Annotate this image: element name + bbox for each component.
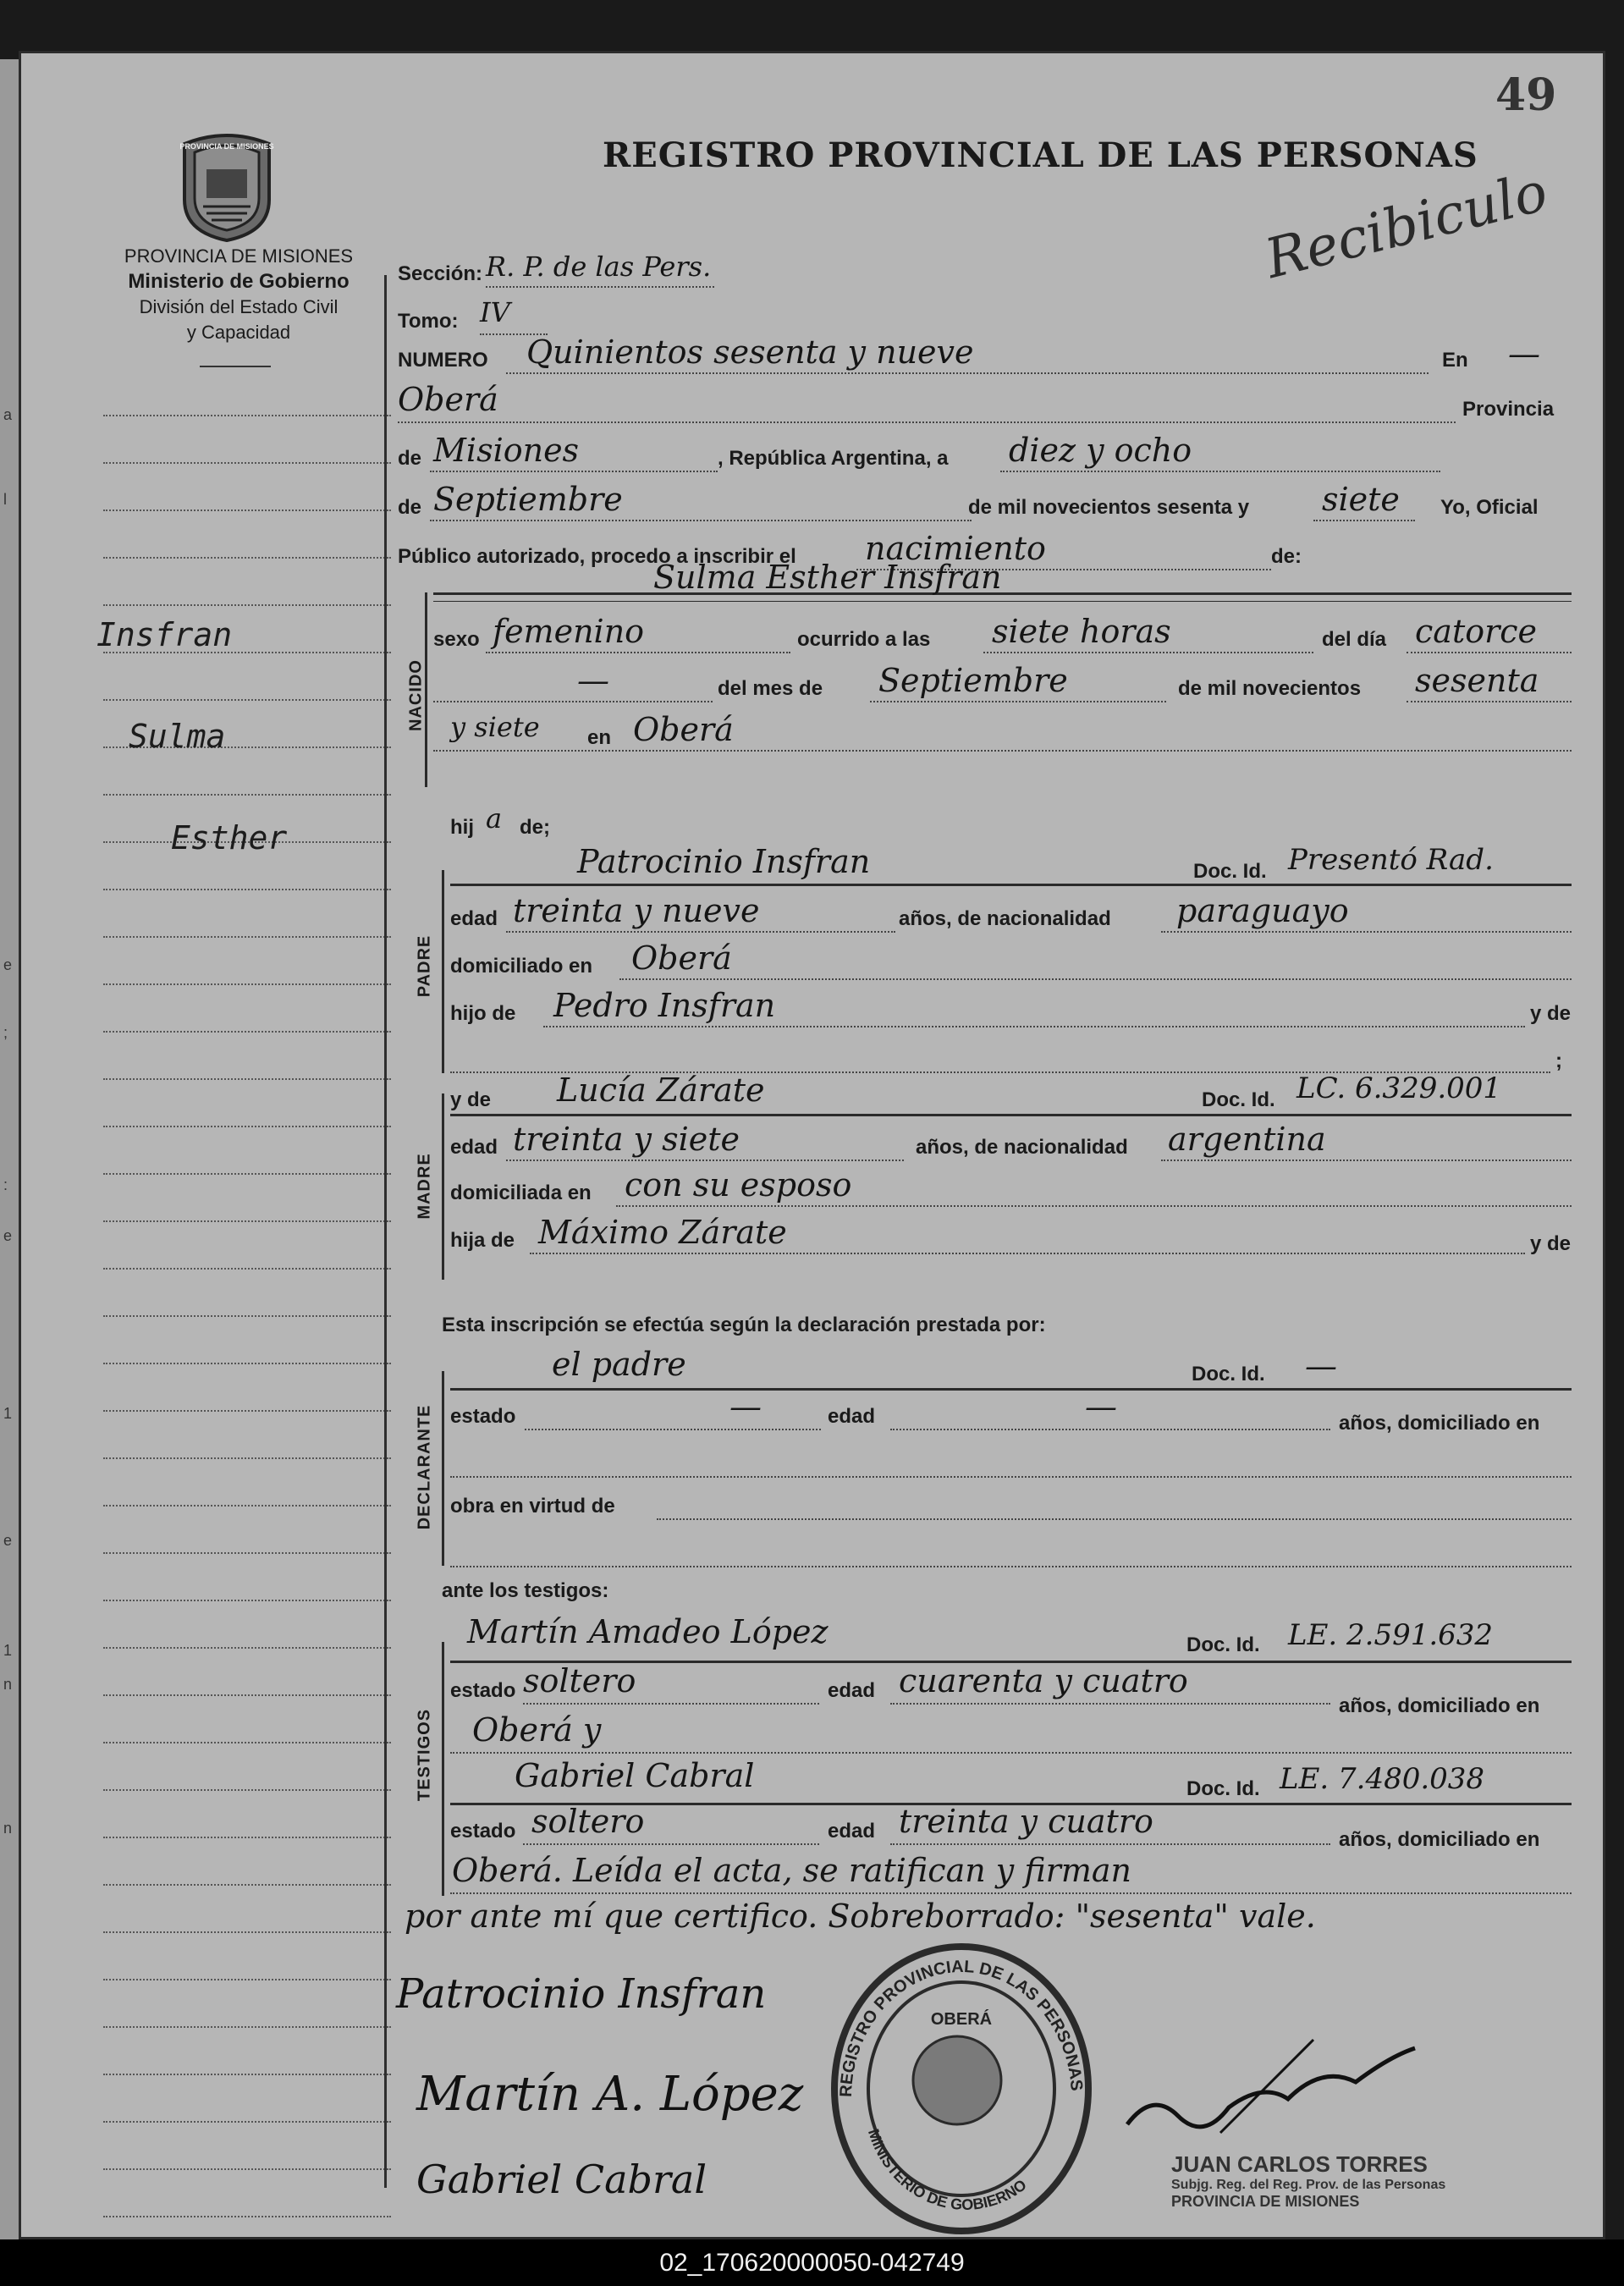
label-hijo-de: de; (520, 816, 550, 839)
value-anio: siete (1322, 481, 1400, 518)
label-padre-y-de: y de (1530, 1002, 1572, 1025)
margin-line (103, 1979, 391, 1980)
margin-line (103, 1742, 391, 1743)
margin-line (103, 794, 391, 796)
label-t1-estado: estado (450, 1679, 516, 1702)
margin-middle-name: Esther (171, 819, 288, 857)
margin-line (103, 983, 391, 985)
margin-line (103, 1315, 391, 1317)
label-del-dia: del día (1322, 628, 1387, 651)
registrar-signature-top: Recibiculo (1259, 160, 1554, 292)
value-madre-dom: con su esposo (625, 1166, 852, 1204)
label-ocurrido: ocurrido a las (797, 628, 931, 651)
label-de: de (398, 447, 422, 470)
label-semicolon: ; (1555, 1049, 1562, 1072)
margin-divider (384, 275, 387, 2188)
official-name: JUAN CARLOS TORRES (1171, 2151, 1428, 2177)
stamp-round-center: OBERÁ (930, 2010, 993, 2029)
signature-testigo-2: Gabriel Cabral (416, 2157, 707, 2202)
margin-line (103, 1789, 391, 1791)
value-anio-nac2: y siete (450, 711, 540, 743)
value-decl-doc: — (1305, 1347, 1337, 1385)
margin-line (103, 415, 391, 416)
label-padre-dom: domiciliado en (450, 955, 593, 978)
official-signature-icon (1119, 2031, 1423, 2141)
label-t2-doc: Doc. Id. (1186, 1777, 1260, 1800)
signature-testigo-1: Martín A. López (416, 2067, 804, 2122)
label-obra-virtud: obra en virtud de (450, 1495, 615, 1518)
label-en-lugar: en (587, 726, 612, 749)
label-t2-anos: años, domiciliado en (1339, 1828, 1540, 1851)
issuing-authority (86, 244, 391, 345)
label-sexo: sexo (433, 628, 480, 651)
value-ciudad: Oberá (398, 381, 498, 418)
margin-line (103, 1505, 391, 1507)
value-fecha-dia: diez y ocho (1009, 432, 1192, 469)
value-abuelo-m: Máximo Zárate (538, 1214, 787, 1251)
margin-line (103, 1931, 391, 1933)
value-t1-doc: LE. 2.591.632 (1288, 1618, 1494, 1652)
margin-line (103, 1363, 391, 1364)
label-padre-doc: Doc. Id. (1193, 860, 1267, 883)
margin-line (103, 2168, 391, 2170)
label-hijo: hij (450, 816, 474, 839)
previous-page-edge: a l e ; : e 1 e 1 n n (0, 59, 19, 2239)
label-madre-edad: edad (450, 1136, 498, 1159)
value-madre-edad: treinta y siete (513, 1121, 740, 1158)
label-de-mes: de (398, 496, 422, 519)
official-name-stamp (1171, 2151, 1445, 2211)
footer-bar (0, 2239, 1624, 2286)
margin-line (103, 1268, 391, 1270)
label-seccion: Sección: (398, 262, 483, 285)
value-declarante: el padre (552, 1346, 686, 1383)
label-madre-dom: domiciliada en (450, 1182, 592, 1204)
value-abuelo-p: Pedro Insfran (553, 987, 776, 1024)
official-sub: PROVINCIA DE MISIONES (1171, 2193, 1360, 2210)
label-numero: NUMERO (398, 349, 488, 372)
margin-line (103, 1647, 391, 1649)
section-madre: MADRE (415, 1153, 434, 1220)
margin-line (103, 699, 391, 701)
margin-surname: Insfran (96, 616, 233, 653)
value-tomo: IV (480, 296, 510, 328)
authority-line-4: y Capacidad (186, 322, 291, 343)
margin-line (103, 1884, 391, 1886)
margin-line (103, 1220, 391, 1222)
margin-line (103, 1457, 391, 1459)
value-padre-doc: Presentó Rad. (1288, 843, 1494, 877)
margin-line (103, 2026, 391, 2028)
provincial-crest-icon (178, 132, 276, 242)
margin-line (103, 1410, 391, 1412)
label-decl-anos: años, domiciliado en (1339, 1412, 1540, 1435)
value-t1-edad: cuarenta y cuatro (899, 1662, 1188, 1699)
value-t2-edad: treinta y cuatro (899, 1803, 1153, 1840)
value-t2-dom-line: Oberá. Leída el acta, se ratifican y firman (452, 1852, 1131, 1889)
margin-line (103, 2216, 391, 2217)
page-number: 49 (1495, 69, 1557, 121)
label-tomo: Tomo: (398, 310, 459, 333)
value-seccion: R. P. de las Pers. (486, 251, 712, 283)
label-t1-doc: Doc. Id. (1186, 1633, 1260, 1656)
value-dash: — (577, 662, 609, 699)
label-provincia: Provincia (1462, 398, 1555, 421)
section-nacido: NACIDO (406, 659, 426, 731)
value-padre-edad: treinta y nueve (513, 892, 760, 929)
value-numero: Quinientos sesenta y nueve (526, 333, 974, 371)
value-hijo-suffix: a (486, 802, 503, 835)
margin-line (103, 2074, 391, 2075)
margin-line (103, 1031, 391, 1033)
value-t1-nombre: Martín Amadeo López (467, 1613, 829, 1650)
label-republica: , República Argentina, a (718, 447, 949, 470)
margin-line (103, 1126, 391, 1127)
margin-line (103, 557, 391, 559)
margin-first-name: Sulma (129, 718, 226, 755)
authority-line-1: PROVINCIA DE MISIONES (124, 245, 354, 267)
official-round-stamp (818, 1936, 1105, 2239)
label-esta-inscripcion: Esta inscripción se efectúa según la declaración prestada por: (442, 1314, 1046, 1336)
label-mil-novecientos: de mil novecientos (1178, 677, 1362, 700)
label-en: En (1442, 349, 1468, 372)
label-t1-anos: años, domiciliado en (1339, 1694, 1540, 1717)
document-title: REGISTRO PROVINCIAL DE LAS PERSONAS (603, 135, 1478, 175)
value-t2-estado: soltero (531, 1803, 645, 1840)
value-padre-dom: Oberá (631, 939, 732, 977)
value-hora: siete horas (992, 613, 1171, 650)
label-padre-hijo-de: hijo de (450, 1002, 516, 1025)
label-t2-edad: edad (828, 1820, 876, 1843)
value-dia: catorce (1415, 613, 1538, 650)
label-madre-nac: años, de nacionalidad (916, 1136, 1128, 1159)
label-yo-oficial: Yo, Oficial (1440, 496, 1539, 519)
svg-text:PROVINCIA DE MISIONES: PROVINCIA DE MISIONES (179, 142, 274, 151)
stamp-round-text: REGISTRO PROVINCIAL DE LAS PERSONAS (836, 1957, 1086, 2098)
value-madre-nac: argentina (1168, 1121, 1326, 1158)
document-page (19, 51, 1605, 2239)
margin-line (103, 936, 391, 938)
label-ante-testigos: ante los testigos: (442, 1579, 609, 1602)
section-declarante: DECLARANTE (415, 1404, 434, 1530)
label-decl-edad: edad (828, 1405, 876, 1428)
label-publico: Público autorizado, procedo a inscribir el (398, 545, 796, 568)
svg-text:MINISTERIO DE GOBIERNO (865, 2127, 1030, 2213)
value-t1-dom: Oberá y (472, 1711, 602, 1749)
margin-line (103, 1837, 391, 1838)
section-testigos: TESTIGOS (415, 1708, 434, 1802)
value-decl-estado: — (729, 1388, 762, 1425)
label-madre-doc: Doc. Id. (1202, 1088, 1275, 1111)
value-sexo: femenino (493, 613, 645, 650)
label-t2-estado: estado (450, 1820, 516, 1843)
label-decl-estado: estado (450, 1405, 516, 1428)
stamp-round-bottom: MINISTERIO DE GOBIERNO (864, 2126, 1030, 2213)
value-acto: nacimiento (865, 530, 1046, 567)
value-padre-nac: paraguayo (1176, 892, 1349, 929)
margin-line (103, 1078, 391, 1080)
margin-line (103, 510, 391, 511)
margin-line (103, 889, 391, 890)
section-padre: PADRE (415, 934, 434, 998)
value-nacido-nombre: Sulma Esther Insfran (653, 559, 1002, 596)
label-decl-doc: Doc. Id. (1192, 1363, 1265, 1385)
label-madre-y-de-2: y de (1530, 1232, 1572, 1255)
authority-line-2: Ministerio de Gobierno (128, 270, 350, 293)
value-madre-doc: LC. 6.329.001 (1296, 1071, 1502, 1105)
margin-line (103, 1694, 391, 1696)
label-t1-edad: edad (828, 1679, 876, 1702)
label-madre-hija-de: hija de (450, 1229, 515, 1252)
value-padre-nombre: Patrocinio Insfran (577, 843, 871, 880)
value-t2-nombre: Gabriel Cabral (515, 1757, 755, 1794)
official-title: Subjg. Reg. del Reg. Prov. de las Personas (1171, 2178, 1446, 2192)
value-mes: Septiembre (878, 662, 1068, 699)
value-provincia: Misiones (433, 432, 580, 469)
label-padre-edad: edad (450, 907, 498, 930)
value-lugar-nac: Oberá (633, 711, 734, 748)
value-fecha-mes: Septiembre (433, 481, 623, 518)
margin-line (103, 1600, 391, 1601)
value-closing-line: por ante mí que certifico. Sobreborrado: "sesenta" vale. (405, 1898, 1316, 1935)
label-madre-y-de: y de (450, 1088, 492, 1111)
label-padre-nac: años, de nacionalidad (899, 907, 1111, 930)
margin-line (103, 462, 391, 464)
value-t2-doc: LE. 7.480.038 (1280, 1762, 1485, 1796)
value-madre-nombre: Lucía Zárate (557, 1071, 765, 1109)
authority-line-3: División del Estado Civil (139, 296, 339, 317)
document-id: 02_170620000050-042749 (659, 2249, 965, 2277)
value-t1-estado: soltero (523, 1662, 636, 1699)
margin-line (103, 1173, 391, 1175)
label-de-mil: de mil novecientos sesenta y (968, 496, 1250, 519)
margin-line (103, 1552, 391, 1554)
value-decl-edad: — (1085, 1388, 1117, 1425)
value-anio-nac1: sesenta (1415, 662, 1539, 699)
signature-padre: Patrocinio Insfran (396, 1970, 767, 2018)
margin-line (103, 604, 391, 606)
value-en: — (1508, 335, 1540, 372)
label-del-mes: del mes de (718, 677, 823, 700)
authority-underline (200, 366, 271, 367)
label-de-colon: de: (1271, 545, 1302, 568)
margin-line (103, 2121, 391, 2123)
